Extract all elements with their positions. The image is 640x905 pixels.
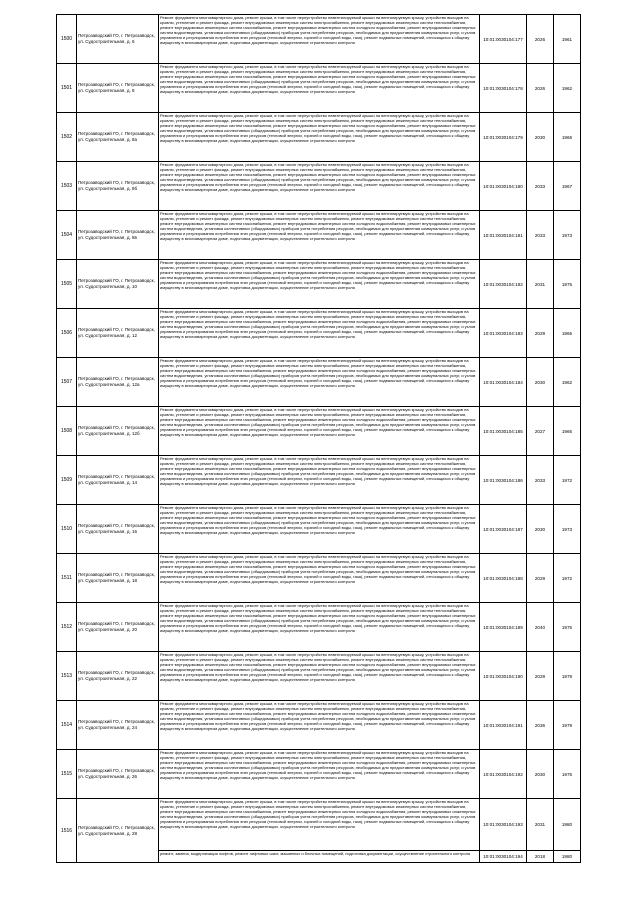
- table-row: [57, 750, 581, 799]
- row-works-text: Ремонт фундамента многоквартирного дома, ремонт крыши, в том числе переустройство невентилируемой крыши на вентилируемую крышу, устройство выходов на кровлю, утепление и ремонт фасада, ремонт внутридомовых инженерных систем электроснабжения, ремонт внутридомовых инженерных систем теплоснабжения, ремонт внутридомовых инженерных систем газоснабжения, ремонт внутридомовых инженерных систем холодного водоснабжения, ремонт внутридомовых инженерных систем водоотведения, установка коллективных (общедомовых) приборов учета потребления ресурсов, необходимых для предоставления коммунальных услуг, и узлов управления и регулирования потребления этих ресурсов (тепловой энергии, горячей и холодной воды, газа), ремонт подвальных помещений, относящихся к общему имуществу в многоквартирном доме, подготовка документации, осуществление строительного контроля: [160, 260, 476, 290]
- row-number: 1502: [57, 113, 77, 162]
- row-works-text: Ремонт фундамента многоквартирного дома, ремонт крыши, в том числе переустройство невентилируемой крыши на вентилируемую крышу, устройство выходов на кровлю, утепление и ремонт фасада, ремонт внутридомовых инженерных систем электроснабжения, ремонт внутридомовых инженерных систем теплоснабжения, ремонт внутридомовых инженерных систем газоснабжения, ремонт внутридомовых инженерных систем холодного водоснабжения, ремонт внутридомовых инженерных систем водоотведения, установка коллективных (общедомовых) приборов учета потребления ресурсов, необходимых для предоставления коммунальных услуг, и узлов управления и регулирования потребления этих ресурсов (тепловой энергии, горячей и холодной воды, газа), ремонт подвальных помещений, относящихся к общему имуществу в многоквартирном доме, подготовка документации, осуществление строительного контроля: [160, 505, 476, 535]
- row-address: Петрозаводский ГО, г. Петрозаводск, ул. Судостроительная, д. 8в: [77, 211, 159, 260]
- row-year-built: 1972: [554, 554, 581, 603]
- row-address: Петрозаводский ГО, г. Петрозаводск, ул. Судостроительная, д. 16: [77, 505, 159, 554]
- row-works-text: Ремонт фундамента многоквартирного дома, ремонт крыши, в том числе переустройство невентилируемой крыши на вентилируемую крышу, устройство выходов на кровлю, утепление и ремонт фасада, ремонт внутридомовых инженерных систем электроснабжения, ремонт внутридомовых инженерных систем теплоснабжения, ремонт внутридомовых инженерных систем газоснабжения, ремонт внутридомовых инженерных систем холодного водоснабжения, ремонт внутридомовых инженерных систем водоотведения, установка коллективных (общедомовых) приборов учета потребления ресурсов, необходимых для предоставления коммунальных услуг, и узлов управления и регулирования потребления этих ресурсов (тепловой энергии, горячей и холодной воды, газа), ремонт подвальных помещений, относящихся к общему имуществу в многоквартирном доме, подготовка документации, осуществление строительного контроля: [160, 407, 476, 437]
- row-works-text: Ремонт фундамента многоквартирного дома, ремонт крыши, в том числе переустройство невентилируемой крыши на вентилируемую крышу, устройство выходов на кровлю, утепление и ремонт фасада, ремонт внутридомовых инженерных систем электроснабжения, ремонт внутридомовых инженерных систем теплоснабжения, ремонт внутридомовых инженерных систем газоснабжения, ремонт внутридомовых инженерных систем холодного водоснабжения, ремонт внутридомовых инженерных систем водоотведения, установка коллективных (общедомовых) приборов учета потребления ресурсов, необходимых для предоставления коммунальных услуг, и узлов управления и регулирования потребления этих ресурсов (тепловой энергии, горячей и холодной воды, газа), ремонт подвальных помещений, относящихся к общему имуществу в многоквартирном доме, подготовка документации, осуществление строительного контроля: [160, 603, 476, 633]
- row-cadastral: 10:01:0030104:193: [480, 799, 527, 851]
- table-row: [57, 407, 581, 456]
- table-row: [57, 554, 581, 603]
- row-year-built: 1967: [554, 162, 581, 211]
- table-row: [57, 260, 581, 309]
- row-cadastral: 10:01:0030104:177: [480, 15, 527, 64]
- row-works-text: Ремонт фундамента многоквартирного дома, ремонт крыши, в том числе переустройство невентилируемой крыши на вентилируемую крышу, устройство выходов на кровлю, утепление и ремонт фасада, ремонт внутридомовых инженерных систем электроснабжения, ремонт внутридомовых инженерных систем теплоснабжения, ремонт внутридомовых инженерных систем газоснабжения, ремонт внутридомовых инженерных систем холодного водоснабжения, ремонт внутридомовых инженерных систем водоотведения, установка коллективных (общедомовых) приборов учета потребления ресурсов, необходимых для предоставления коммунальных услуг, и узлов управления и регулирования потребления этих ресурсов (тепловой энергии, горячей и холодной воды, газа), ремонт подвальных помещений, относящихся к общему имуществу в многоквартирном доме, подготовка документации, осуществление строительного контроля: [160, 162, 476, 192]
- row-works-text: Ремонт фундамента многоквартирного дома, ремонт крыши, в том числе переустройство невентилируемой крыши на вентилируемую крышу, устройство выходов на кровлю, утепление и ремонт фасада, ремонт внутридомовых инженерных систем электроснабжения, ремонт внутридомовых инженерных систем теплоснабжения, ремонт внутридомовых инженерных систем газоснабжения, ремонт внутридомовых инженерных систем холодного водоснабжения, ремонт внутридомовых инженерных систем водоотведения, установка коллективных (общедомовых) приборов учета потребления ресурсов, необходимых для предоставления коммунальных услуг, и узлов управления и регулирования потребления этих ресурсов (тепловой энергии, горячей и холодной воды, газа), ремонт подвальных помещений, относящихся к общему имуществу в многоквартирном доме, подготовка документации, осуществление строительного контроля: [160, 750, 476, 780]
- row-address: Петрозаводский ГО, г. Петрозаводск, ул. Судостроительная, д. 18: [77, 554, 159, 603]
- table-row: [57, 15, 581, 64]
- row-number: 1504: [57, 211, 77, 260]
- row-works: [159, 505, 480, 554]
- row-cadastral: 10:01:0030104:183: [480, 309, 527, 358]
- table-row: [57, 505, 581, 554]
- row-address: Петрозаводский ГО, г. Петрозаводск, ул. Судостроительная, д. 12а: [77, 358, 159, 407]
- row-year-repair: 2030: [527, 358, 554, 407]
- row-address: Петрозаводский ГО, г. Петрозаводск, ул. Судостроительная, д. 20: [77, 603, 159, 652]
- table-row: [57, 64, 581, 113]
- row-works: [159, 407, 480, 456]
- row-number: 1511: [57, 554, 77, 603]
- row-address: Петрозаводский ГО, г. Петрозаводск, ул. Судостроительная, д. 22: [77, 652, 159, 701]
- row-works: [159, 750, 480, 799]
- row-works: [159, 260, 480, 309]
- row-year-repair: 2033: [527, 162, 554, 211]
- row-year-built: 1965: [554, 309, 581, 358]
- row-works-text: Ремонт фундамента многоквартирного дома, ремонт крыши, в том числе переустройство невентилируемой крыши на вентилируемую крышу, устройство выходов на кровлю, утепление и ремонт фасада, ремонт внутридомовых инженерных систем электроснабжения, ремонт внутридомовых инженерных систем теплоснабжения, ремонт внутридомовых инженерных систем газоснабжения, ремонт внутридомовых инженерных систем холодного водоснабжения, ремонт внутридомовых инженерных систем водоотведения, установка коллективных (общедомовых) приборов учета потребления ресурсов, необходимых для предоставления коммунальных услуг, и узлов управления и регулирования потребления этих ресурсов (тепловой энергии, горячей и холодной воды, газа), ремонт подвальных помещений, относящихся к общему имуществу в многоквартирном доме, подготовка документации, осуществление строительного контроля: [160, 799, 476, 829]
- row-year-repair: 2030: [527, 113, 554, 162]
- row-cadastral: 10:01:0030104:182: [480, 260, 527, 309]
- row-works: [159, 603, 480, 652]
- row-number: 1508: [57, 407, 77, 456]
- table-row: [57, 162, 581, 211]
- row-year-repair: 2040: [527, 603, 554, 652]
- row-year-built: 1975: [554, 260, 581, 309]
- row-cadastral: 10:01:0030104:181: [480, 211, 527, 260]
- row-year-built: 1979: [554, 701, 581, 750]
- row-cadastral: 10:01:0030104:187: [480, 505, 527, 554]
- row-works-text: Ремонт фундамента многоквартирного дома, ремонт крыши, в том числе переустройство невентилируемой крыши на вентилируемую крышу, устройство выходов на кровлю, утепление и ремонт фасада, ремонт внутридомовых инженерных систем электроснабжения, ремонт внутридомовых инженерных систем теплоснабжения, ремонт внутридомовых инженерных систем газоснабжения, ремонт внутридомовых инженерных систем холодного водоснабжения, ремонт внутридомовых инженерных систем водоотведения, установка коллективных (общедомовых) приборов учета потребления ресурсов, необходимых для предоставления коммунальных услуг, и узлов управления и регулирования потребления этих ресурсов (тепловой энергии, горячей и холодной воды, газа), ремонт подвальных помещений, относящихся к общему имуществу в многоквартирном доме, подготовка документации, осуществление строительного контроля: [160, 309, 476, 339]
- row-year-built: 1975: [554, 603, 581, 652]
- row-works-text: Ремонт фундамента многоквартирного дома, ремонт крыши, в том числе переустройство невентилируемой крыши на вентилируемую крышу, устройство выходов на кровлю, утепление и ремонт фасада, ремонт внутридомовых инженерных систем электроснабжения, ремонт внутридомовых инженерных систем теплоснабжения, ремонт внутридомовых инженерных систем газоснабжения, ремонт внутридомовых инженерных систем холодного водоснабжения, ремонт внутридомовых инженерных систем водоотведения, установка коллективных (общедомовых) приборов учета потребления ресурсов, необходимых для предоставления коммунальных услуг, и узлов управления и регулирования потребления этих ресурсов (тепловой энергии, горячей и холодной воды, газа), ремонт подвальных помещений, относящихся к общему имуществу в многоквартирном доме, подготовка документации, осуществление строительного контроля: [160, 64, 476, 94]
- table-row: [57, 358, 581, 407]
- table-row: [57, 456, 581, 505]
- row-year-built: 1966: [554, 407, 581, 456]
- row-cadastral: 10:01:0030104:184: [480, 358, 527, 407]
- table-row: [57, 799, 581, 851]
- row-works: [159, 113, 480, 162]
- row-number: 1513: [57, 652, 77, 701]
- table-row: [57, 309, 581, 358]
- works-table: [56, 14, 581, 863]
- row-cadastral: 10:01:0030104:186: [480, 456, 527, 505]
- table-row: [57, 211, 581, 260]
- row-address: Петрозаводский ГО, г. Петрозаводск, ул. Судостроительная, д. 14: [77, 456, 159, 505]
- row-works-text: ремонт, замена, модернизация лифтов, ремонт лифтовых шахт, машинных и блочных помещений, подготовка документации, осуществление строительного контроля: [160, 851, 471, 856]
- row-year-built: 1962: [554, 64, 581, 113]
- row-works: [159, 652, 480, 701]
- row-number: 1506: [57, 309, 77, 358]
- row-year-repair: 2029: [527, 652, 554, 701]
- row-works: [159, 456, 480, 505]
- row-cadastral: 10:01:0030104:189: [480, 603, 527, 652]
- row-works-text: Ремонт фундамента многоквартирного дома, ремонт крыши, в том числе переустройство невентилируемой крыши на вентилируемую крышу, устройство выходов на кровлю, утепление и ремонт фасада, ремонт внутридомовых инженерных систем электроснабжения, ремонт внутридомовых инженерных систем теплоснабжения, ремонт внутридомовых инженерных систем газоснабжения, ремонт внутридомовых инженерных систем холодного водоснабжения, ремонт внутридомовых инженерных систем водоотведения, установка коллективных (общедомовых) приборов учета потребления ресурсов, необходимых для предоставления коммунальных услуг, и узлов управления и регулирования потребления этих ресурсов (тепловой энергии, горячей и холодной воды, газа), ремонт подвальных помещений, относящихся к общему имуществу в многоквартирном доме, подготовка документации, осуществление строительного контроля: [160, 652, 476, 682]
- row-address: Петрозаводский ГО, г. Петрозаводск, ул. Судостроительная, д. 8б: [77, 162, 159, 211]
- row-number: 1509: [57, 456, 77, 505]
- row-address: Петрозаводский ГО, г. Петрозаводск, ул. Судостроительная, д. 26: [77, 750, 159, 799]
- row-cadastral: 10:01:0030104:192: [480, 750, 527, 799]
- row-address: Петрозаводский ГО, г. Петрозаводск, ул. Судостроительная, д. 6: [77, 15, 159, 64]
- row-works: [159, 162, 480, 211]
- row-year-built: 1962: [554, 358, 581, 407]
- row-works: [159, 358, 480, 407]
- table-row: [57, 113, 581, 162]
- row-year-repair: 2029: [527, 554, 554, 603]
- row-year-repair: 2033: [527, 456, 554, 505]
- row-address: Петрозаводский ГО, г. Петрозаводск, ул. Судостроительная, д. 8а: [77, 113, 159, 162]
- table-row: [57, 701, 581, 750]
- row-cadastral: 10:01:0030104:185: [480, 407, 527, 456]
- row-year-built: 1972: [554, 456, 581, 505]
- row-number: 1501: [57, 64, 77, 113]
- row-year-repair: 2036: [527, 701, 554, 750]
- row-year-built: 1980: [554, 799, 581, 851]
- row-number: 1503: [57, 162, 77, 211]
- row-year-repair: 2030: [527, 505, 554, 554]
- row-works-text: Ремонт фундамента многоквартирного дома, ремонт крыши, в том числе переустройство невентилируемой крыши на вентилируемую крышу, устройство выходов на кровлю, утепление и ремонт фасада, ремонт внутридомовых инженерных систем электроснабжения, ремонт внутридомовых инженерных систем теплоснабжения, ремонт внутридомовых инженерных систем газоснабжения, ремонт внутридомовых инженерных систем холодного водоснабжения, ремонт внутридомовых инженерных систем водоотведения, установка коллективных (общедомовых) приборов учета потребления ресурсов, необходимых для предоставления коммунальных услуг, и узлов управления и регулирования потребления этих ресурсов (тепловой энергии, горячей и холодной воды, газа), ремонт подвальных помещений, относящихся к общему имуществу в многоквартирном доме, подготовка документации, осуществление строительного контроля: [160, 211, 476, 241]
- row-works: [159, 799, 480, 851]
- row-works: [159, 554, 480, 603]
- row-year-built: 1973: [554, 505, 581, 554]
- row-year-built: 1966: [554, 113, 581, 162]
- row-year-repair: 2029: [527, 309, 554, 358]
- row-works: [159, 211, 480, 260]
- row-number: 1512: [57, 603, 77, 652]
- row-year-repair: 2026: [527, 15, 554, 64]
- row-cadastral: 10:01:0030104:188: [480, 554, 527, 603]
- row-year-built: 1973: [554, 211, 581, 260]
- row-year-built: 1980: [554, 851, 581, 863]
- row-year-repair: 2030: [527, 750, 554, 799]
- row-year-repair: 2026: [527, 64, 554, 113]
- row-works: [159, 851, 480, 863]
- row-address: Петрозаводский ГО, г. Петрозаводск, ул. Судостроительная, д. 12б: [77, 407, 159, 456]
- row-works-text: Ремонт фундамента многоквартирного дома, ремонт крыши, в том числе переустройство невентилируемой крыши на вентилируемую крышу, устройство выходов на кровлю, утепление и ремонт фасада, ремонт внутридомовых инженерных систем электроснабжения, ремонт внутридомовых инженерных систем теплоснабжения, ремонт внутридомовых инженерных систем газоснабжения, ремонт внутридомовых инженерных систем холодного водоснабжения, ремонт внутридомовых инженерных систем водоотведения, установка коллективных (общедомовых) приборов учета потребления ресурсов, необходимых для предоставления коммунальных услуг, и узлов управления и регулирования потребления этих ресурсов (тепловой энергии, горячей и холодной воды, газа), ремонт подвальных помещений, относящихся к общему имуществу в многоквартирном доме, подготовка документации, осуществление строительного контроля: [160, 15, 476, 45]
- row-cadastral: 10:01:0030104:191: [480, 701, 527, 750]
- row-works-text: Ремонт фундамента многоквартирного дома, ремонт крыши, в том числе переустройство невентилируемой крыши на вентилируемую крышу, устройство выходов на кровлю, утепление и ремонт фасада, ремонт внутридомовых инженерных систем электроснабжения, ремонт внутридомовых инженерных систем теплоснабжения, ремонт внутридомовых инженерных систем газоснабжения, ремонт внутридомовых инженерных систем холодного водоснабжения, ремонт внутридомовых инженерных систем водоотведения, установка коллективных (общедомовых) приборов учета потребления ресурсов, необходимых для предоставления коммунальных услуг, и узлов управления и регулирования потребления этих ресурсов (тепловой энергии, горячей и холодной воды, газа), ремонт подвальных помещений, относящихся к общему имуществу в многоквартирном доме, подготовка документации, осуществление строительного контроля: [160, 113, 476, 143]
- row-works: [159, 309, 480, 358]
- row-works-text: Ремонт фундамента многоквартирного дома, ремонт крыши, в том числе переустройство невентилируемой крыши на вентилируемую крышу, устройство выходов на кровлю, утепление и ремонт фасада, ремонт внутридомовых инженерных систем электроснабжения, ремонт внутридомовых инженерных систем теплоснабжения, ремонт внутридомовых инженерных систем газоснабжения, ремонт внутридомовых инженерных систем холодного водоснабжения, ремонт внутридомовых инженерных систем водоотведения, установка коллективных (общедомовых) приборов учета потребления ресурсов, необходимых для предоставления коммунальных услуг, и узлов управления и регулирования потребления этих ресурсов (тепловой энергии, горячей и холодной воды, газа), ремонт подвальных помещений, относящихся к общему имуществу в многоквартирном доме, подготовка документации, осуществление строительного контроля: [160, 554, 476, 584]
- row-works: [159, 64, 480, 113]
- row-works-text: Ремонт фундамента многоквартирного дома, ремонт крыши, в том числе переустройство невентилируемой крыши на вентилируемую крышу, устройство выходов на кровлю, утепление и ремонт фасада, ремонт внутридомовых инженерных систем электроснабжения, ремонт внутридомовых инженерных систем теплоснабжения, ремонт внутридомовых инженерных систем газоснабжения, ремонт внутридомовых инженерных систем холодного водоснабжения, ремонт внутридомовых инженерных систем водоотведения, установка коллективных (общедомовых) приборов учета потребления ресурсов, необходимых для предоставления коммунальных услуг, и узлов управления и регулирования потребления этих ресурсов (тепловой энергии, горячей и холодной воды, газа), ремонт подвальных помещений, относящихся к общему имуществу в многоквартирном доме, подготовка документации, осуществление строительного контроля: [160, 358, 476, 388]
- works-table-sheet: [56, 14, 578, 863]
- row-year-repair: 2018: [527, 851, 554, 863]
- row-number: 1505: [57, 260, 77, 309]
- row-address: Петрозаводский ГО, г. Петрозаводск, ул. Судостроительная, д. 8: [77, 64, 159, 113]
- row-works-text: Ремонт фундамента многоквартирного дома, ремонт крыши, в том числе переустройство невентилируемой крыши на вентилируемую крышу, устройство выходов на кровлю, утепление и ремонт фасада, ремонт внутридомовых инженерных систем электроснабжения, ремонт внутридомовых инженерных систем теплоснабжения, ремонт внутридомовых инженерных систем газоснабжения, ремонт внутридомовых инженерных систем холодного водоснабжения, ремонт внутридомовых инженерных систем водоотведения, установка коллективных (общедомовых) приборов учета потребления ресурсов, необходимых для предоставления коммунальных услуг, и узлов управления и регулирования потребления этих ресурсов (тепловой энергии, горячей и холодной воды, газа), ремонт подвальных помещений, относящихся к общему имуществу в многоквартирном доме, подготовка документации, осуществление строительного контроля: [160, 701, 476, 731]
- row-number: 1516: [57, 799, 77, 863]
- row-address: Петрозаводский ГО, г. Петрозаводск, ул. Судостроительная, д. 24: [77, 701, 159, 750]
- row-number: 1514: [57, 701, 77, 750]
- row-year-built: 1961: [554, 15, 581, 64]
- row-cadastral: 10:01:0030104:190: [480, 652, 527, 701]
- row-number: 1500: [57, 15, 77, 64]
- row-year-repair: 2031: [527, 799, 554, 851]
- row-address: Петрозаводский ГО, г. Петрозаводск, ул. Судостроительная, д. 12: [77, 309, 159, 358]
- row-address: Петрозаводский ГО, г. Петрозаводск, ул. Судостроительная, д. 10: [77, 260, 159, 309]
- table-row: [57, 603, 581, 652]
- row-number: 1507: [57, 358, 77, 407]
- row-cadastral: 10:01:0030104:179: [480, 113, 527, 162]
- works-table-body: [57, 15, 581, 863]
- row-works-text: Ремонт фундамента многоквартирного дома, ремонт крыши, в том числе переустройство невентилируемой крыши на вентилируемую крышу, устройство выходов на кровлю, утепление и ремонт фасада, ремонт внутридомовых инженерных систем электроснабжения, ремонт внутридомовых инженерных систем теплоснабжения, ремонт внутридомовых инженерных систем газоснабжения, ремонт внутридомовых инженерных систем холодного водоснабжения, ремонт внутридомовых инженерных систем водоотведения, установка коллективных (общедомовых) приборов учета потребления ресурсов, необходимых для предоставления коммунальных услуг, и узлов управления и регулирования потребления этих ресурсов (тепловой энергии, горячей и холодной воды, газа), ремонт подвальных помещений, относящихся к общему имуществу в многоквартирном доме, подготовка документации, осуществление строительного контроля: [160, 456, 476, 486]
- row-year-built: 1975: [554, 750, 581, 799]
- row-works: [159, 15, 480, 64]
- row-address: Петрозаводский ГО, г. Петрозаводск, ул. Судостроительная, д. 28: [77, 799, 159, 863]
- row-number: 1515: [57, 750, 77, 799]
- table-row: [57, 652, 581, 701]
- row-year-repair: 2027: [527, 407, 554, 456]
- row-cadastral: 10:01:0030104:178: [480, 64, 527, 113]
- row-number: 1510: [57, 505, 77, 554]
- row-year-built: 1979: [554, 652, 581, 701]
- row-works: [159, 701, 480, 750]
- row-year-repair: 2031: [527, 260, 554, 309]
- row-cadastral: 10:01:0030104:180: [480, 162, 527, 211]
- row-cadastral: 10:01:0030104:194: [480, 851, 527, 863]
- row-year-repair: 2033: [527, 211, 554, 260]
